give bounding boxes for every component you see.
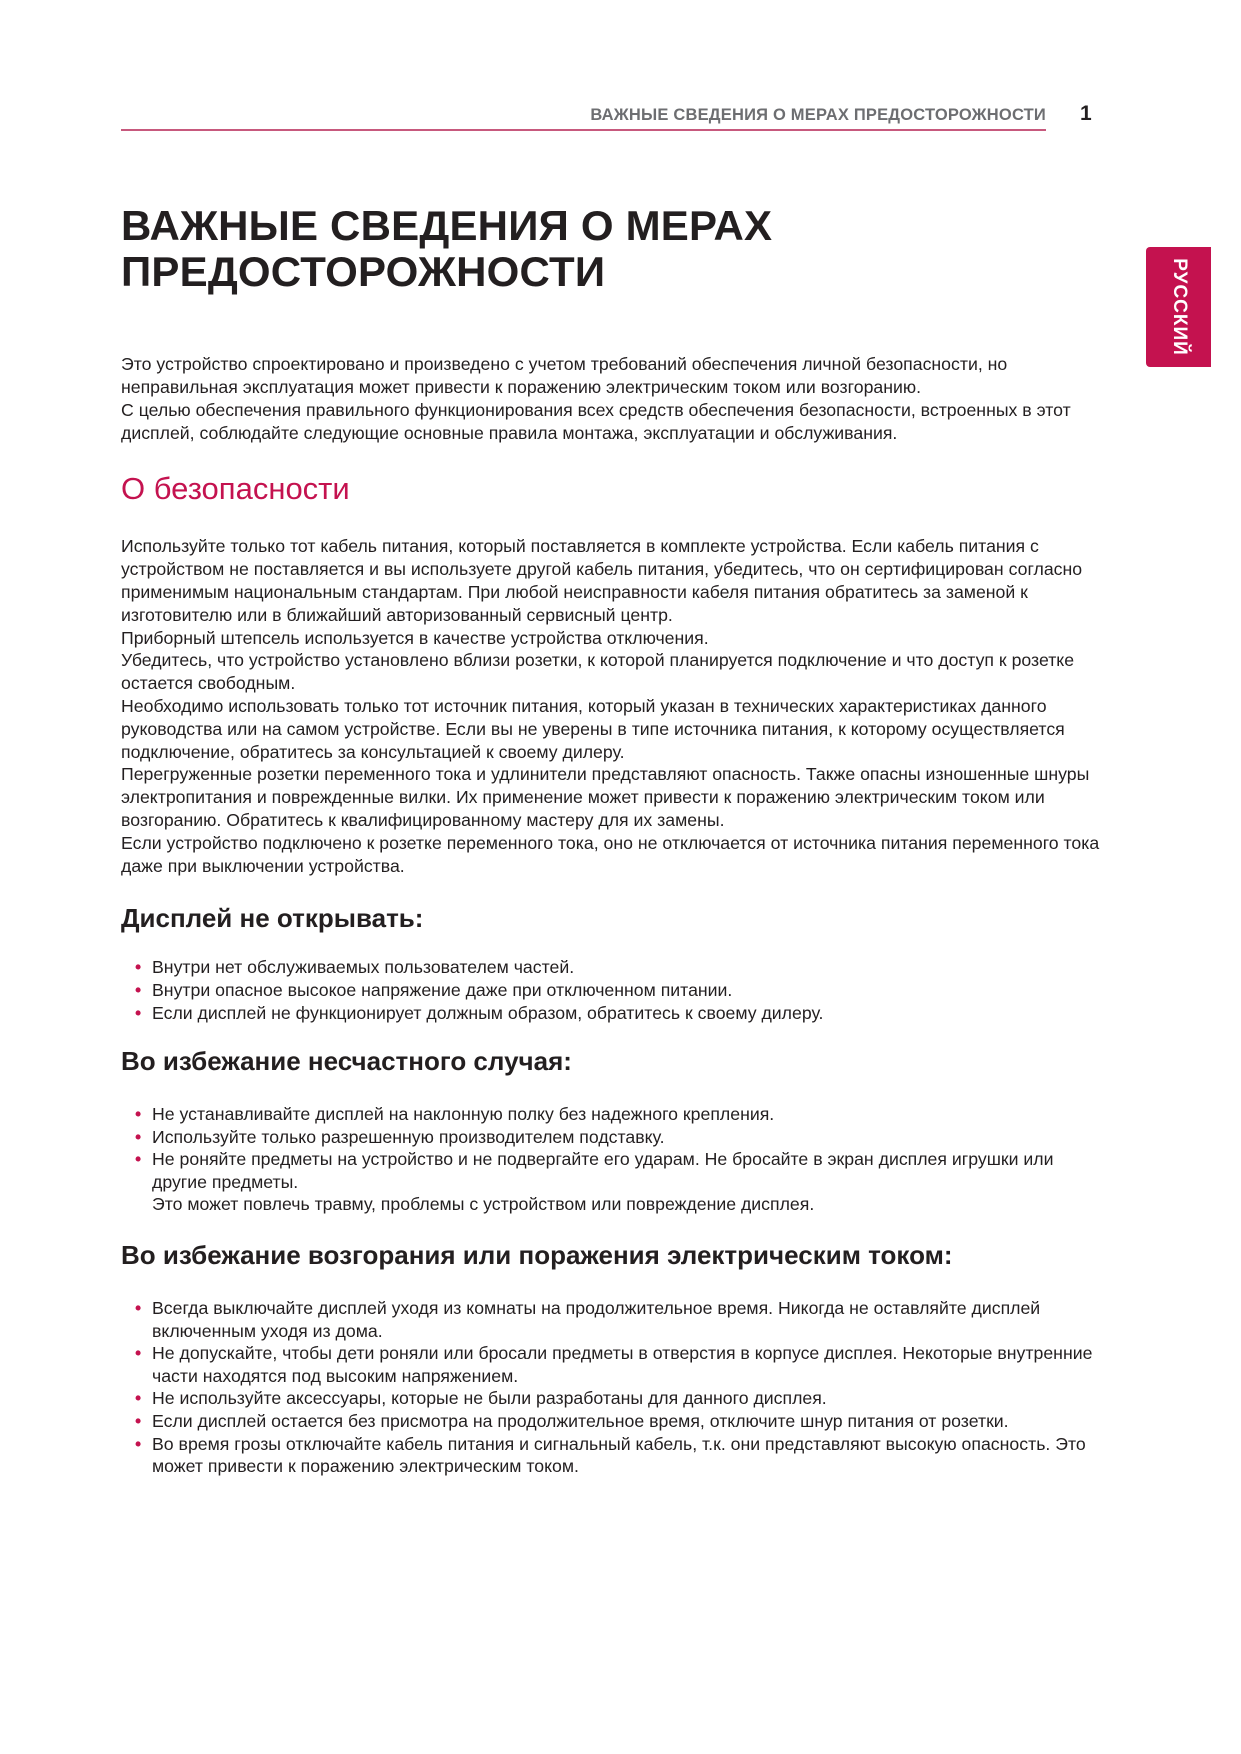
bullet-icon: • — [135, 957, 142, 978]
list-item-text: Во время грозы отключайте кабель питания и сигнальный кабель, т.к. они представляют высокую опасность. Это может привести к поражению электрическим током. — [152, 1433, 1086, 1477]
bullet-icon: • — [135, 1126, 142, 1147]
list-item — [121, 1410, 1111, 1433]
header-divider — [121, 129, 1046, 131]
bullet-icon: • — [135, 1298, 142, 1319]
page-header — [121, 104, 1046, 132]
list-item-text: Не устанавливайте дисплей на наклонную полку без надежного крепления. — [152, 1104, 775, 1125]
list-item — [121, 1126, 1111, 1149]
list-item — [121, 1342, 1111, 1387]
bullet-icon: • — [135, 1002, 142, 1023]
safety-paragraph: Убедитесь, что устройство установлено вблизи розетки, к которой планируется подключение и что доступ к розетке остается свободным. — [121, 650, 1075, 694]
safety-paragraph: Если устройство подключено к розетке переменного тока, оно не отключается от источника питания переменного тока даже при выключении устройства. — [121, 832, 1100, 876]
intro-paragraph: С целью обеспечения правильного функционирования всех средств обеспечения безопасности, встроенных в этот дисплей, соблюдайте следующие основные правила монтажа, эксплуатации и обслуживания. — [121, 400, 1071, 444]
list-item — [121, 1297, 1111, 1342]
intro-text — [121, 353, 1111, 445]
list-item — [121, 1002, 1111, 1025]
list-item — [121, 979, 1111, 1002]
list-item — [121, 1387, 1111, 1410]
list-item-text: Не используйте аксессуары, которые не были разработаны для данного дисплея. — [152, 1388, 827, 1409]
list-item-text: Всегда выключайте дисплей уходя из комнаты на продолжительное время. Никогда не оставляйте дисплей включенным уходя из дома. — [152, 1298, 1041, 1341]
page-title-line-1: ВАЖНЫЕ СВЕДЕНИЯ О МЕРАХ — [121, 202, 773, 249]
language-tab-label: РУССКИЙ — [1168, 258, 1190, 356]
list-item — [121, 956, 1111, 979]
page-title — [121, 203, 1111, 295]
list-item-text: Не роняйте предметы на устройство и не подвергайте его ударам. Не бросайте в экран дисплея игрушки или другие предметы. — [152, 1149, 1054, 1192]
list-item-text: Используйте только разрешенную производителем подставку. — [152, 1126, 665, 1147]
list-item-note: Это может повлечь травму, проблемы с устройством или повреждение дисплея. — [152, 1194, 815, 1215]
safety-paragraph: Приборный штепсель используется в качестве устройства отключения. — [121, 627, 709, 648]
list-item-text: Если дисплей не функционирует должным образом, обратитесь к своему дилеру. — [152, 1002, 824, 1023]
subsection-title-accident: Во избежание несчастного случая: — [121, 1046, 572, 1077]
page-title-line-2: ПРЕДОСТОРОЖНОСТИ — [121, 248, 606, 296]
subsection-title-fire: Во избежание возгорания или поражения электрическим током: — [121, 1240, 953, 1271]
safety-paragraph: Перегруженные розетки переменного тока и удлинители представляют опасность. Также опасны изношенные шнуры электропитания и поврежденные вилки. Их применение может привести к поражению электрическим током или возгоранию. Обратитесь к квалифицированному мастеру для их замены. — [121, 764, 1090, 830]
list-item — [121, 1433, 1111, 1478]
list-item — [121, 1148, 1111, 1216]
language-tab — [1146, 247, 1211, 367]
accident-list — [121, 1103, 1111, 1216]
safety-paragraph: Необходимо использовать только тот источник питания, который указан в технических характеристиках данного руководства или на самом устройстве. Если вы не уверены в типе источника питания, к которому осуществляется подключение, обратитесь за консультацией к своему дилеру. — [121, 695, 1065, 762]
no-open-list — [121, 956, 1111, 1024]
bullet-icon: • — [135, 1104, 142, 1125]
safety-paragraph: Используйте только тот кабель питания, который поставляется в комплекте устройства. Если кабель питания с устройством не поставляется и вы используете другой кабель питания, убедитесь, что он сертифицирован согласно применимым национальным стандартам. При любой неисправности кабеля питания обратитесь за заменой к изготовителю или в ближайший авторизованный сервисный центр. — [121, 536, 1083, 625]
list-item-text: Если дисплей остается без присмотра на продолжительное время, отключите шнур питания от розетки. — [152, 1411, 1009, 1432]
bullet-icon: • — [135, 1343, 142, 1364]
page-number: 1 — [1080, 102, 1092, 125]
section-title-safety: О безопасности — [121, 471, 350, 507]
safety-body — [121, 535, 1111, 877]
bullet-icon: • — [135, 1388, 142, 1409]
bullet-icon: • — [135, 979, 142, 1000]
bullet-icon: • — [135, 1433, 142, 1454]
list-item-text: Внутри опасное высокое напряжение даже при отключенном питании. — [152, 979, 733, 1000]
bullet-icon: • — [135, 1411, 142, 1432]
subsection-title-no-open: Дисплей не открывать: — [121, 903, 424, 934]
bullet-icon: • — [135, 1149, 142, 1170]
fire-list — [121, 1297, 1111, 1478]
list-item — [121, 1103, 1111, 1126]
page-content — [121, 203, 1111, 1478]
list-item-text: Внутри нет обслуживаемых пользователем частей. — [152, 957, 575, 978]
list-item-text: Не допускайте, чтобы дети роняли или бросали предметы в отверстия в корпусе дисплея. Некоторые внутренние части находятся под высоким напряжением. — [152, 1343, 1093, 1386]
running-title: ВАЖНЫЕ СВЕДЕНИЯ О МЕРАХ ПРЕДОСТОРОЖНОСТИ — [590, 106, 1046, 124]
intro-paragraph: Это устройство спроектировано и произведено с учетом требований обеспечения личной безопасности, но неправильная эксплуатация может привести к поражению электрическим током или возгоранию. — [121, 354, 1008, 398]
